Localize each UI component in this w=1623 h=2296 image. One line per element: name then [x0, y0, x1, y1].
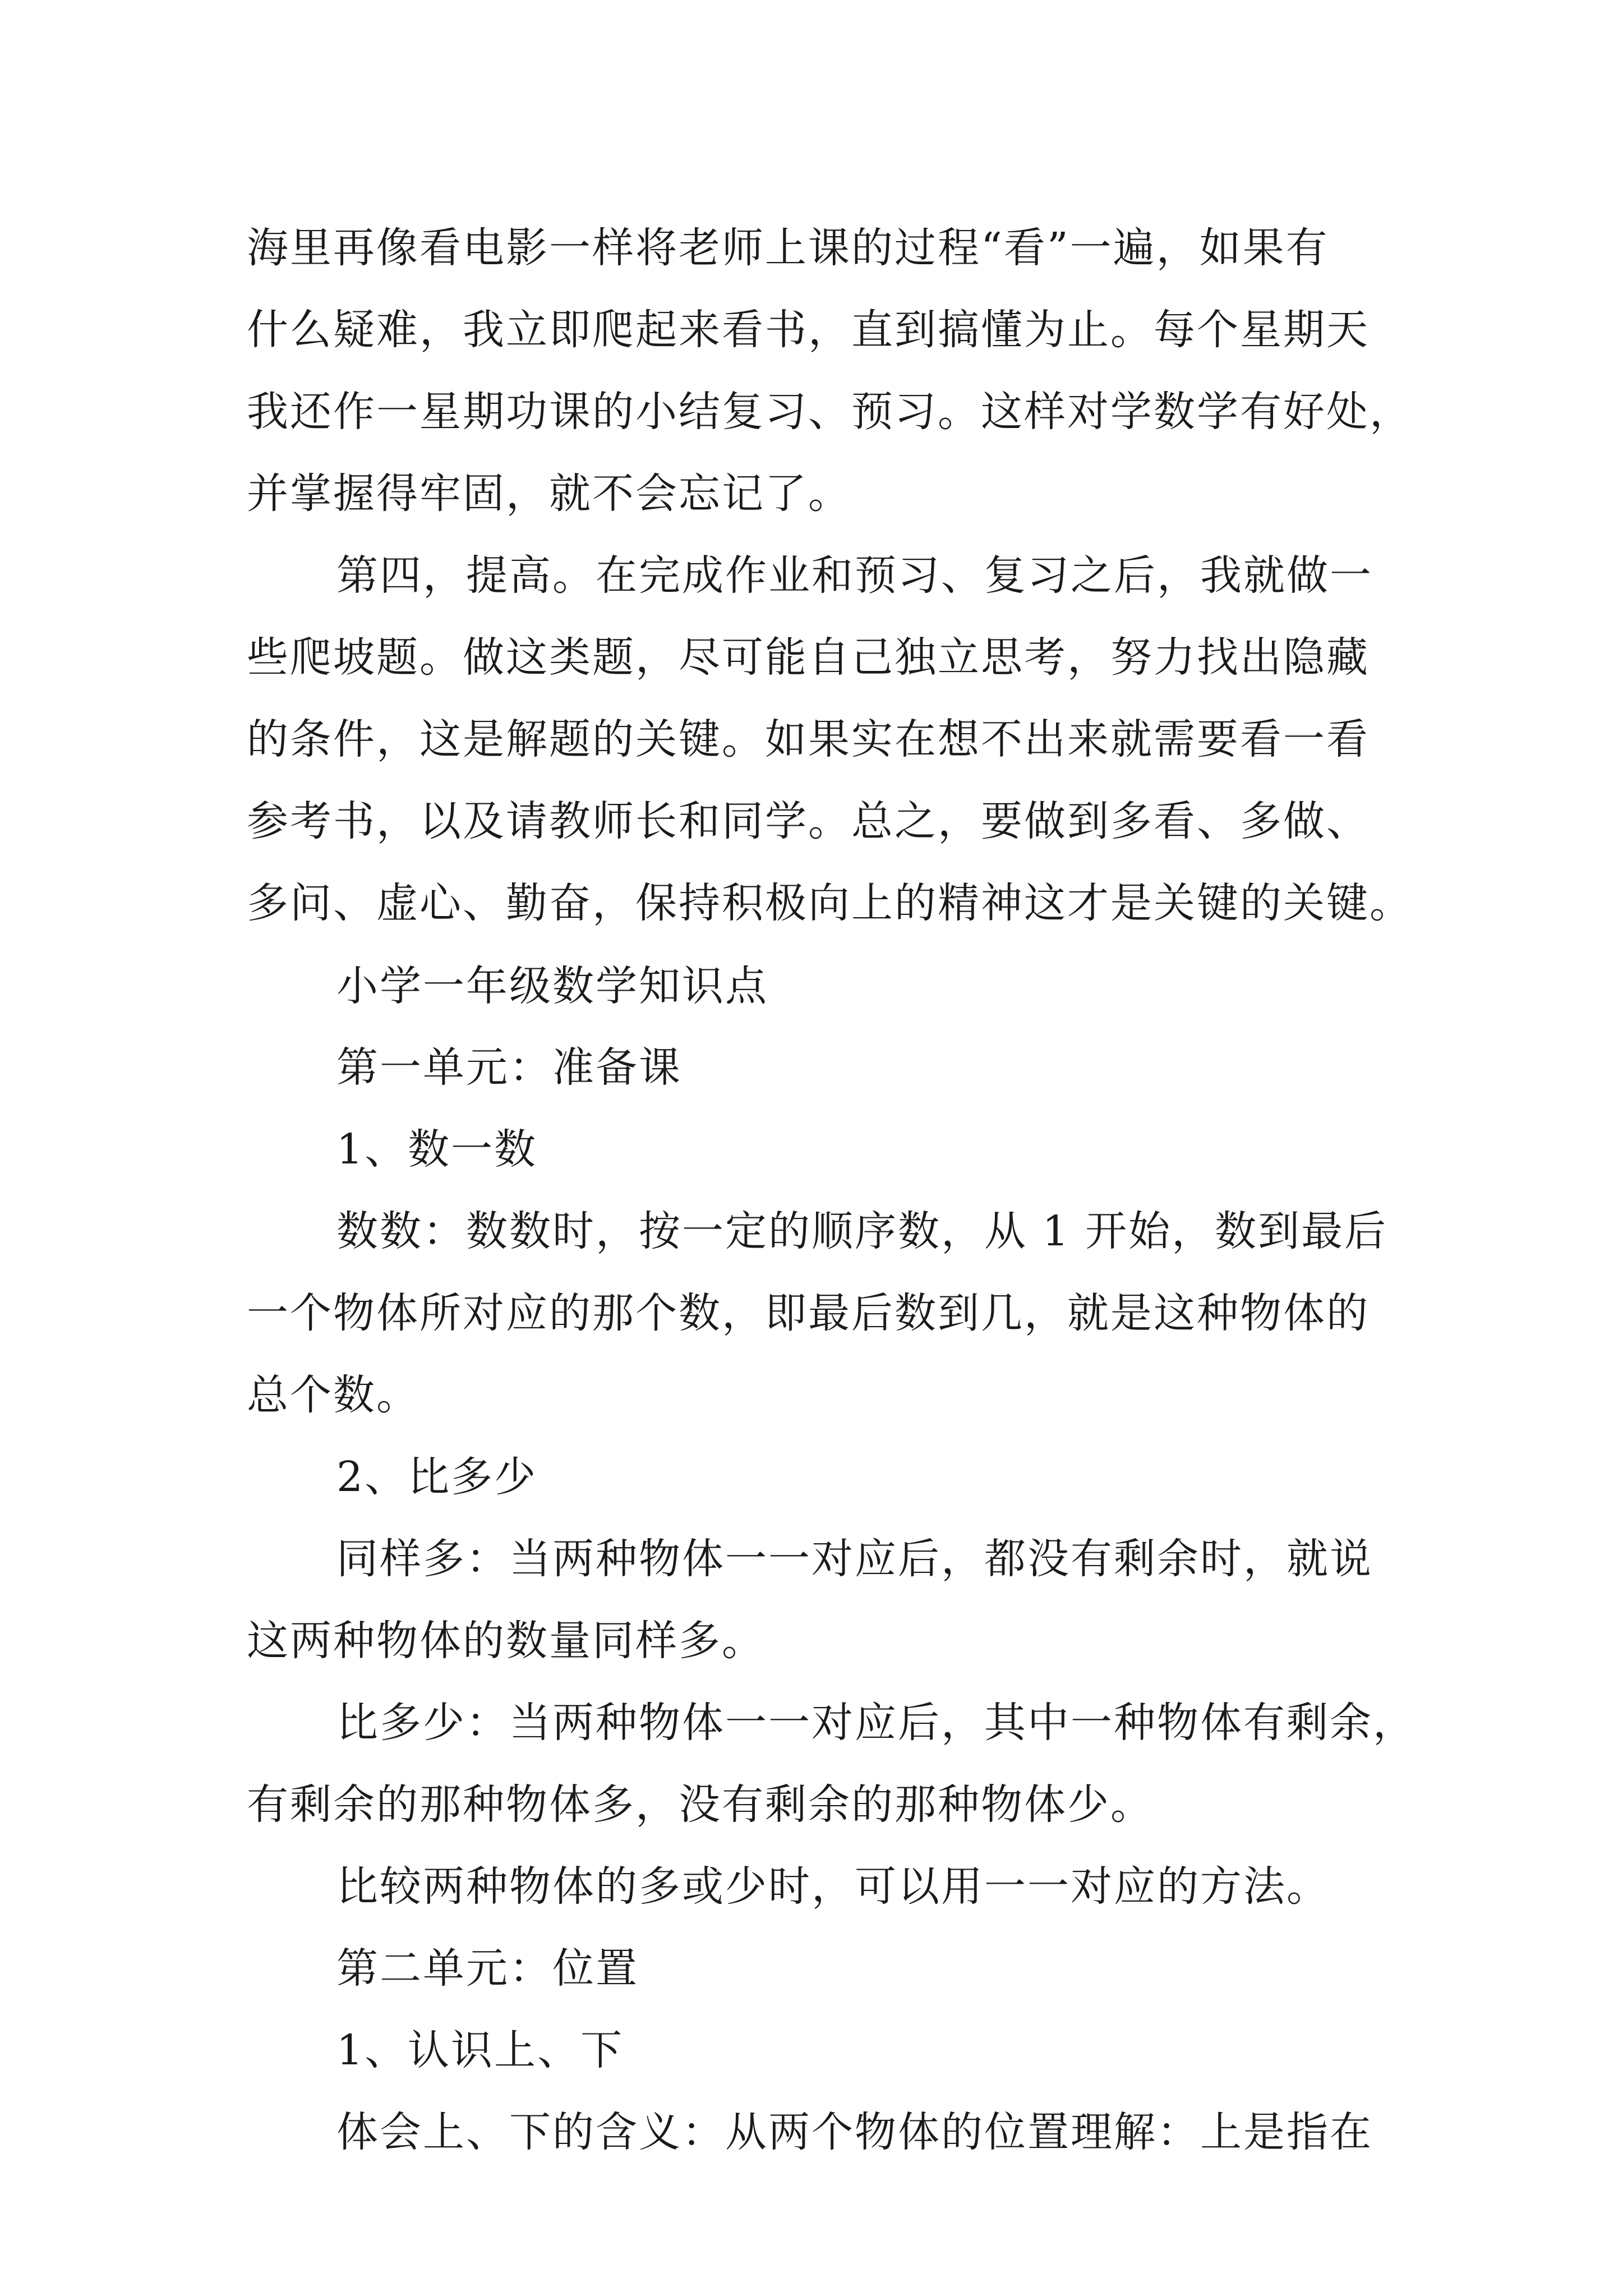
text-line: 一个物体所对应的那个数，即最后数到几，就是这种物体的 [247, 1289, 1370, 1337]
text-line: 些爬坡题。做这类题，尽可能自己独立思考，努力找出隐藏 [247, 633, 1370, 682]
text-line: 有剩余的那种物体多，没有剩余的那种物体少。 [247, 1780, 1154, 1829]
paragraph-start-line: 体会上、下的含义：从两个物体的位置理解：上是指在 [336, 2108, 1373, 2156]
unit-heading: 第二单元：位置 [336, 1944, 639, 1993]
text-line: 我还作一星期功课的小结复习、预习。这样对学数学有好处， [247, 388, 1413, 436]
text-line: 参考书，以及请教师长和同学。总之，要做到多看、多做、 [247, 797, 1370, 845]
paragraph-start-line: 第四，提高。在完成作业和预习、复习之后，我就做一 [336, 551, 1373, 600]
paragraph-start-line: 比多少：当两种物体一一对应后，其中一种物体有剩余， [336, 1699, 1416, 1747]
text-line: 的条件，这是解题的关键。如果实在想不出来就需要看一看 [247, 715, 1370, 763]
paragraph-line: 比较两种物体的多或少时，可以用一一对应的方法。 [336, 1862, 1330, 1911]
text-line: 海里再像看电影一样将老师上课的过程“看”一遍，如果有 [247, 224, 1329, 272]
unit-heading: 第一单元：准备课 [336, 1043, 682, 1092]
subsection-heading: 1、认识上、下 [336, 2026, 624, 2074]
section-title: 小学一年级数学知识点 [336, 962, 768, 1010]
subsection-heading: 2、比多少 [336, 1453, 538, 1501]
paragraph-start-line: 数数：数数时，按一定的顺序数，从 1 开始，数到最后 [336, 1207, 1388, 1255]
text-line: 多问、虚心、勤奋，保持积极向上的精神这才是关键的关键。 [247, 879, 1413, 927]
paragraph-start-line: 同样多：当两种物体一一对应后，都没有剩余时，就说 [336, 1535, 1373, 1583]
text-line: 总个数。 [247, 1371, 419, 1419]
text-line: 并掌握得牢固，就不会忘记了。 [247, 470, 851, 518]
text-line: 什么疑难，我立即爬起来看书，直到搞懂为止。每个星期天 [247, 306, 1370, 354]
text-line: 这两种物体的数量同样多。 [247, 1617, 765, 1665]
subsection-heading: 1、数一数 [336, 1125, 538, 1174]
